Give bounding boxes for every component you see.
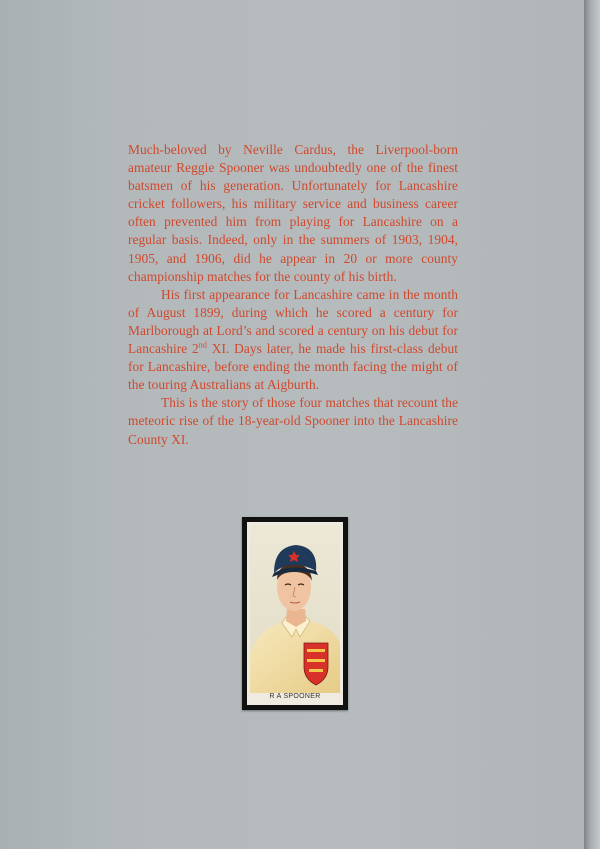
ordinal-suffix: nd [198,340,207,350]
portrait-illustration [250,525,340,693]
crest-band-1 [307,649,325,652]
portrait-svg [250,525,340,693]
blurb-text [128,141,458,449]
blurb-paragraph-2 [128,286,458,395]
blurb-paragraph-1: Much-beloved by Neville Cardus, the Liverpool-born amateur Reggie Spooner was undoubtedly one of the finest batsmen of his generation. Unfortunately for Lancashire cricket followers, his military service and business career often prevented him from playing for Lancashire on a regular basis. Indeed, only in the summers of 1903, 1904, 1905, and 1906, did he appear in 20 or more county championship matches for the county of his birth. [128,142,458,284]
card-caption: R A SPOONER [269,693,321,700]
crest-band-2 [307,659,325,662]
book-spine-edge [584,0,600,849]
blurb-paragraph-2-tail: XI. Days later, he made his first-class debut for Lancashire, before ending the month facing the might of the touring Australians at Aigburth. [128,341,458,393]
blurb-paragraph-2-text: His first appearance for Lancashire came in the month of August 1899, during which he scored a century for Marlborough at Lord’s and scored a century on his debut for Lancashire 2 [128,286,458,357]
crest-band-3 [309,669,323,672]
cigarette-card [247,522,343,705]
blurb-paragraph-3: This is the story of those four matches that recount the meteoric rise of the 18-year-old Spooner into the Lancashire County XI. [128,395,458,447]
cigarette-card-frame [242,517,348,710]
